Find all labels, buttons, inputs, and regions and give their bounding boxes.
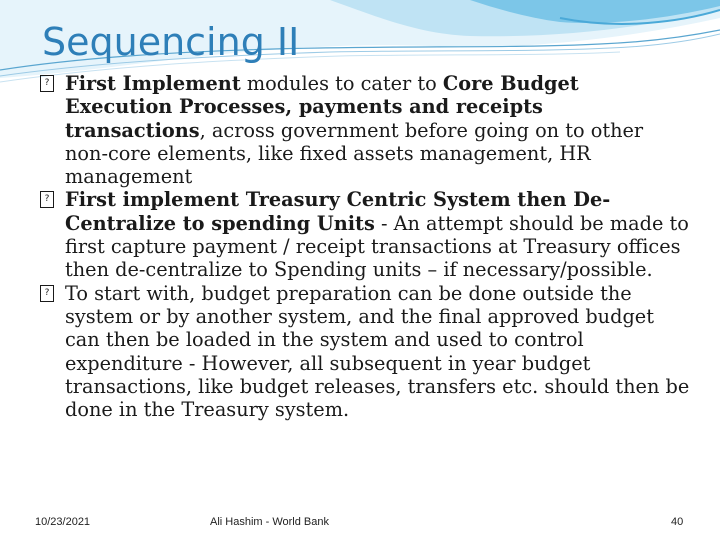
footer-page-number: 40 xyxy=(671,516,684,528)
bullet-text: To start with, budget preparation can be done outside the system or by another system, and the final approved budget can then be loaded in the system and used to control expenditure - However, all subsequent in year budget transactions, like budget releases, transfers etc. should then be done in the Treasury system. xyxy=(65,281,690,422)
bullet-marker-icon: ? xyxy=(40,285,54,302)
bullet-text-bold: First implement Treasury Centric System then De-Centralize to spending Units xyxy=(65,188,611,235)
bullet-item xyxy=(40,72,690,188)
bullet-item xyxy=(40,282,690,422)
footer-date: 10/23/2021 xyxy=(35,516,91,528)
bullet-text: modules to cater to xyxy=(240,72,443,95)
bullet-item xyxy=(40,188,690,281)
bullet-marker-icon: ? xyxy=(40,191,54,208)
bullet-text: - An attempt should be made to first capture payment / receipt transactions at Treasury offices then de-centralize to Spending units – if necessary/possible. xyxy=(65,211,689,282)
bullet-text: , across government before going on to other non-core elements, like fixed assets management, HR management xyxy=(65,118,644,189)
bullet-text-bold: First Implement xyxy=(65,72,241,95)
slide-title: Sequencing II xyxy=(42,20,300,64)
bullet-list xyxy=(40,72,690,421)
bullet-text-bold: Core Budget Execution Processes, payments and receipts transactions xyxy=(65,72,579,142)
bullet-marker-icon: ? xyxy=(40,75,54,92)
footer-author: Ali Hashim - World Bank xyxy=(210,516,329,528)
